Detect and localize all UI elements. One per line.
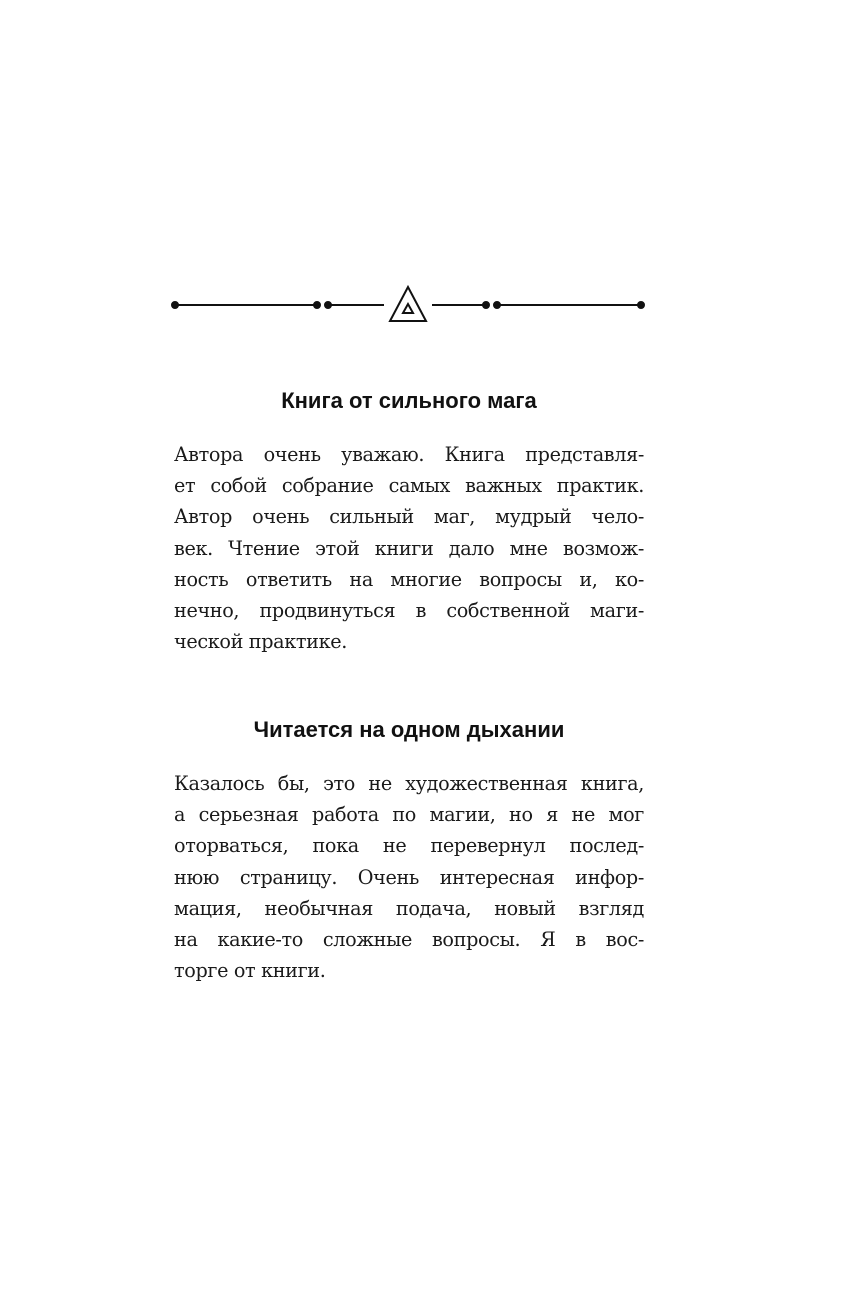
text-line: мация, необычная подача, новый взгляд	[174, 896, 644, 920]
text-line: ет собой собрание самых важных практик.	[174, 474, 644, 498]
divider-right-line	[432, 302, 644, 308]
text-line: Казалось бы, это не художественная книга,	[174, 772, 644, 795]
text-line: торге от книги.	[174, 959, 326, 983]
ornamental-divider	[170, 283, 646, 327]
text-line: на какие-то сложные вопросы. Я в вос-	[174, 927, 644, 951]
text-line: нечно, продвинуться в собственной маги-	[174, 598, 644, 622]
section-heading: Читается на одном дыхании	[253, 717, 565, 742]
review-section-1	[174, 386, 644, 657]
text-line: нюю страницу. Очень интересная инфор-	[174, 865, 644, 889]
text-line: а серьезная работа по магии, но я не мог	[174, 803, 644, 827]
triangle-ornament-icon	[390, 287, 426, 321]
text-line: оторваться, пока не перевернул послед-	[174, 834, 644, 858]
text-line: век. Чтение этой книги дало мне возмож-	[174, 536, 644, 560]
review-section-2	[174, 715, 644, 986]
divider-left-line	[172, 302, 384, 308]
review-text	[174, 768, 644, 986]
text-line: Автора очень уважаю. Книга представля-	[174, 443, 644, 466]
text-line: Автор очень сильный маг, мудрый чело-	[174, 505, 644, 529]
section-heading: Книга от сильного мага	[281, 388, 537, 413]
review-text	[174, 439, 644, 657]
text-line: ческой практике.	[174, 630, 347, 654]
text-line: ность ответить на многие вопросы и, ко-	[174, 567, 644, 591]
